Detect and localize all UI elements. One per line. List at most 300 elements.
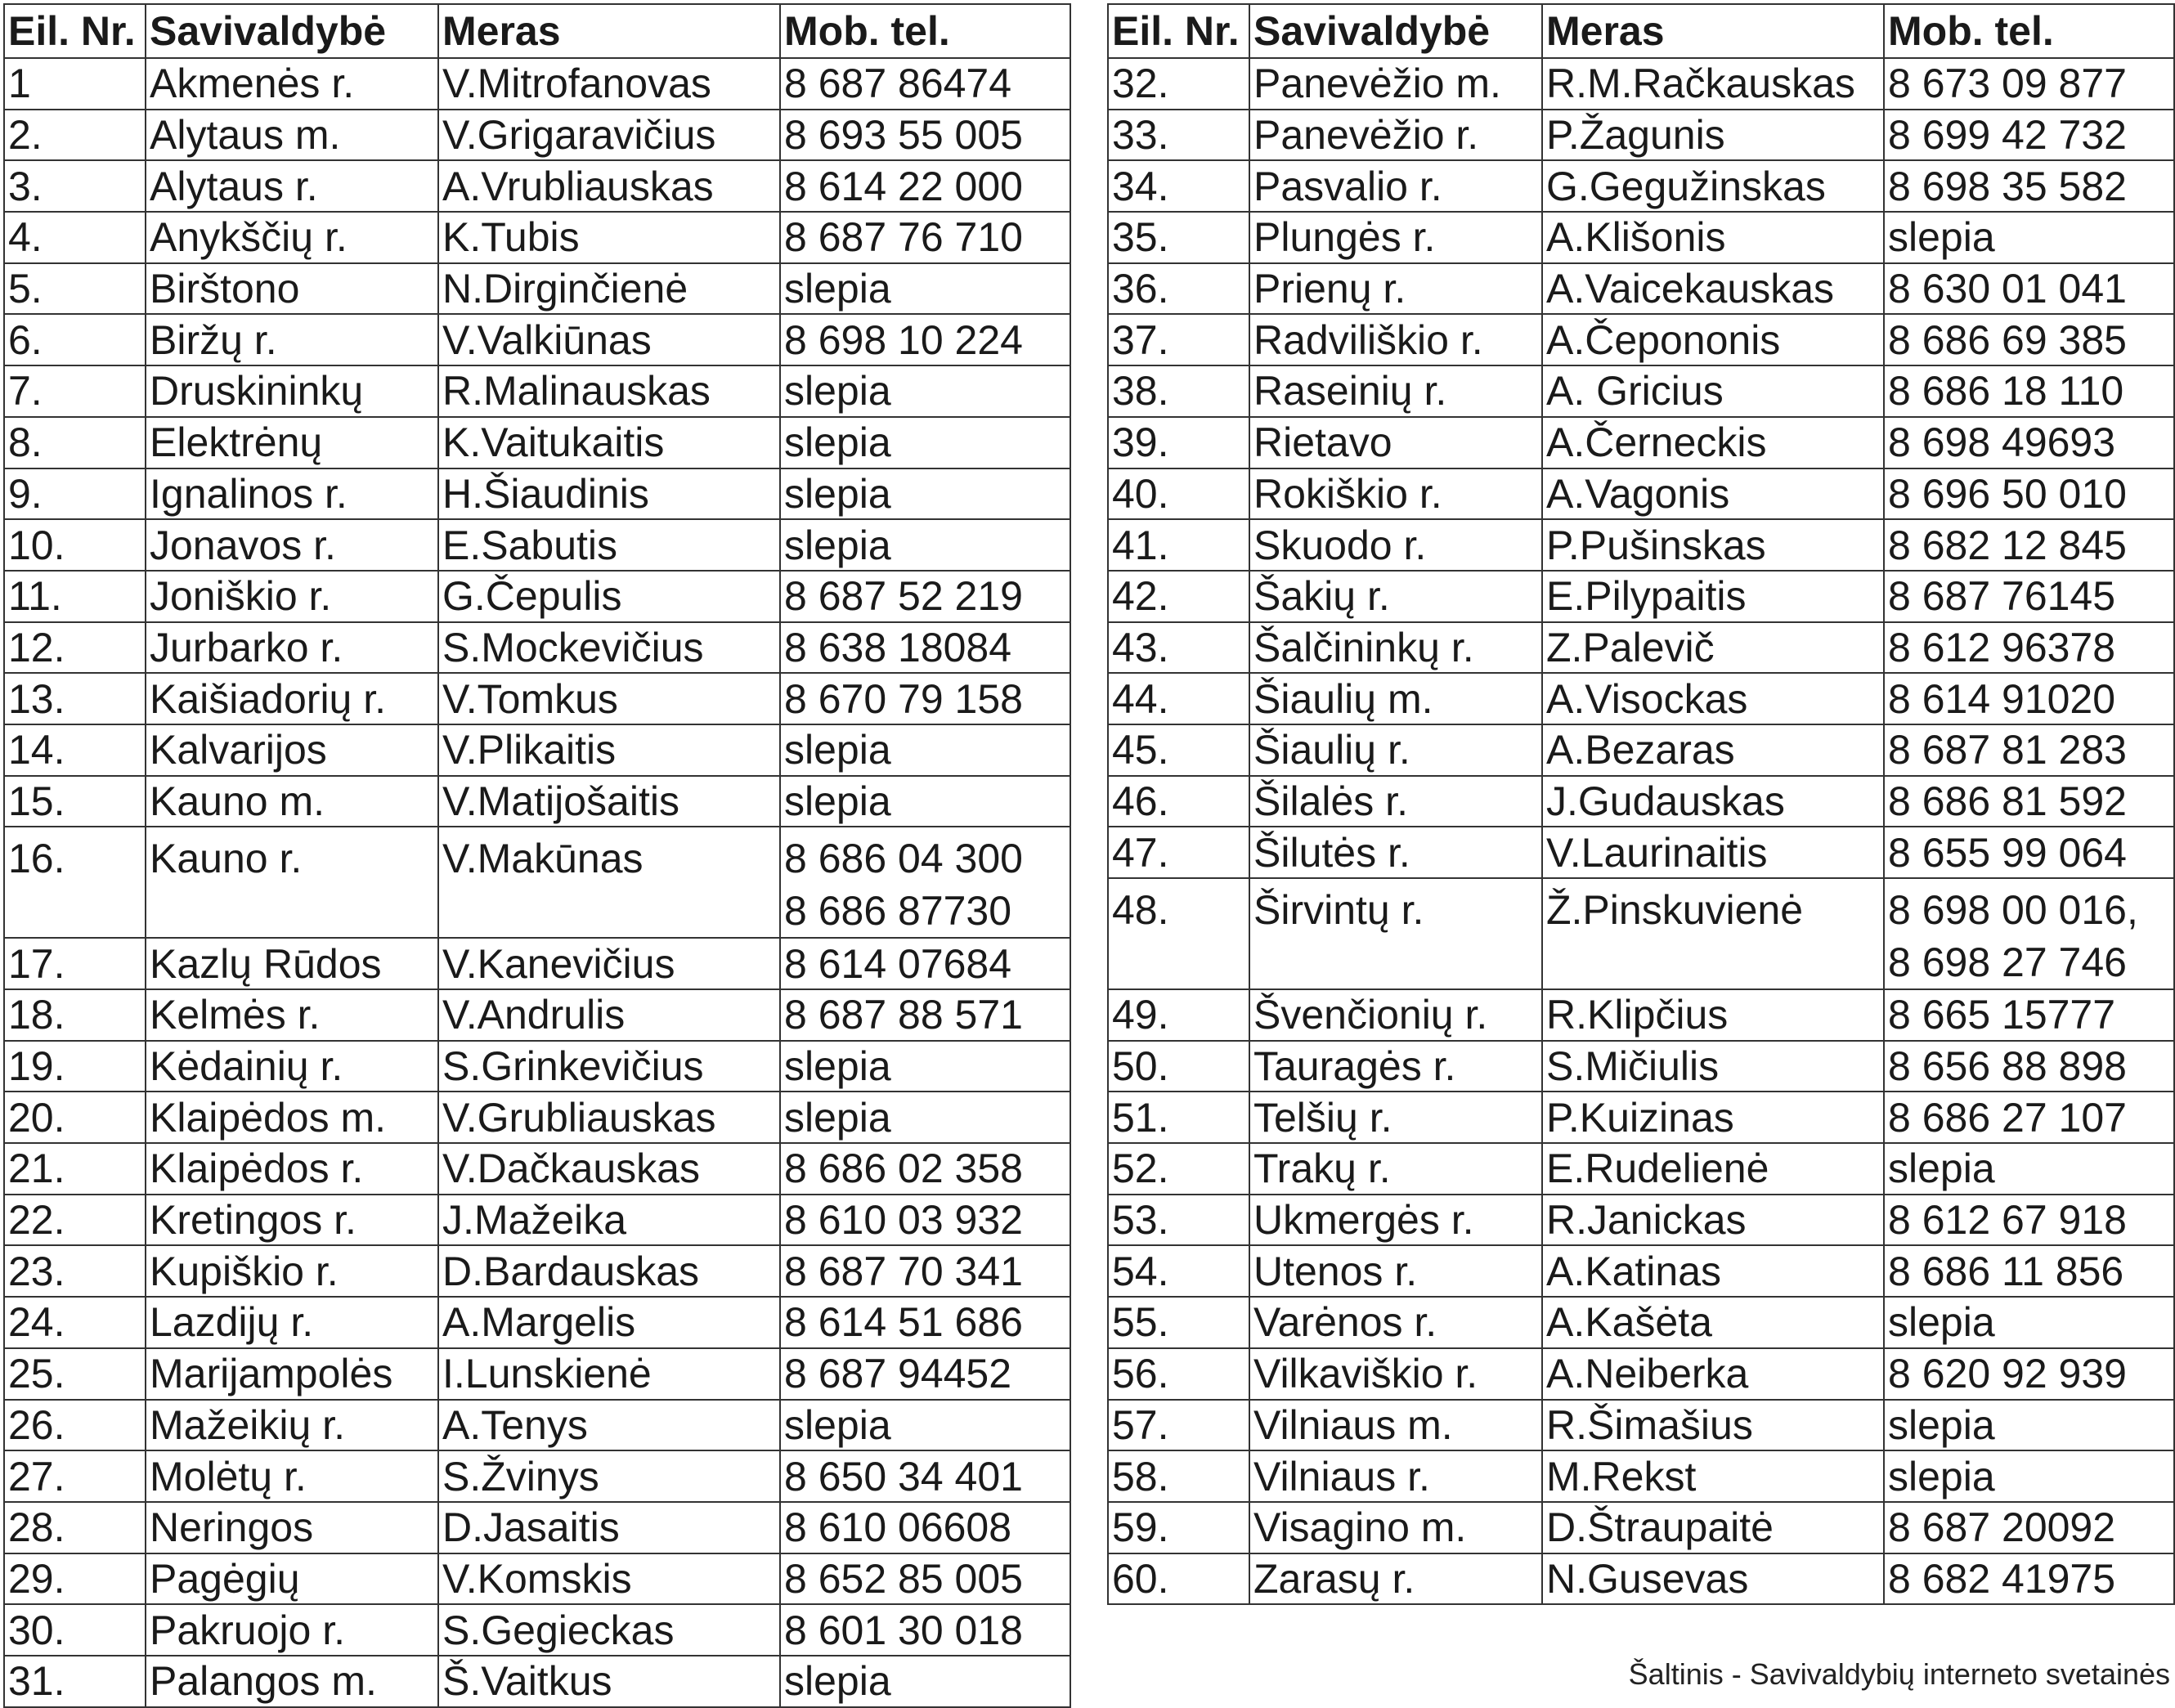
cell-municipality: Klaipėdos r. [146, 1143, 438, 1195]
table-body [1108, 58, 2174, 1604]
cell-nr: 36. [1108, 263, 1249, 315]
mayors-table-left [3, 3, 1071, 1708]
header-municipality: Savivaldybė [1249, 4, 1542, 58]
cell-text: Ž.Pinskuvienė [1546, 887, 1804, 933]
cell-municipality: Alytaus r. [146, 160, 438, 212]
cell-nr: 14. [4, 724, 146, 776]
table-row [4, 263, 1070, 315]
cell-mayor: A.Vrubliauskas [438, 160, 780, 212]
cell-mayor: Z.Palevič [1542, 622, 1884, 674]
cell-mayor: S.Žvinys [438, 1450, 780, 1502]
cell-municipality: Kupiškio r. [146, 1245, 438, 1297]
cell-municipality: Pasvalio r. [1249, 160, 1542, 212]
cell-municipality: Ukmergės r. [1249, 1195, 1542, 1246]
cell-municipality: Skuodo r. [1249, 519, 1542, 571]
cell-mayor: A.Vagonis [1542, 468, 1884, 520]
cell-nr: 23. [4, 1245, 146, 1297]
cell-nr [1108, 878, 1249, 989]
cell-municipality: Zarasų r. [1249, 1553, 1542, 1605]
cell-municipality: Pakruojo r. [146, 1604, 438, 1656]
cell-municipality: Tauragės r. [1249, 1041, 1542, 1092]
header-mayor: Meras [1542, 4, 1884, 58]
cell-mayor: R.M.Račkauskas [1542, 58, 1884, 110]
header-municipality: Savivaldybė [146, 4, 438, 58]
cell-municipality: Švenčionių r. [1249, 989, 1542, 1041]
cell-text: 16. [8, 836, 65, 882]
cell-municipality: Marijampolės [146, 1348, 438, 1400]
table-row [1108, 468, 2174, 520]
cell-phone: 8 687 70 341 [780, 1245, 1070, 1297]
cell-nr: 46. [1108, 776, 1249, 827]
table-row [4, 724, 1070, 776]
cell-phone: 8 612 96378 [1884, 622, 2174, 674]
cell-municipality: Kalvarijos [146, 724, 438, 776]
cell-mayor: A.Neiberka [1542, 1348, 1884, 1400]
cell-phone [1884, 878, 2174, 989]
cell-text: 48. [1112, 887, 1169, 933]
cell-nr: 37. [1108, 314, 1249, 365]
cell-phone: slepia [1884, 1450, 2174, 1502]
cell-nr: 31. [4, 1656, 146, 1707]
cell-nr: 18. [4, 989, 146, 1041]
cell-nr: 17. [4, 938, 146, 989]
cell-nr: 59. [1108, 1502, 1249, 1553]
table-row [4, 1092, 1070, 1143]
table-row [1108, 878, 2174, 989]
cell-mayor: M.Rekst [1542, 1450, 1884, 1502]
cell-mayor: E.Rudelienė [1542, 1143, 1884, 1195]
cell-mayor: A.Vaicekauskas [1542, 263, 1884, 315]
table-row [4, 365, 1070, 417]
cell-nr: 39. [1108, 417, 1249, 468]
cell-phone: 8 652 85 005 [780, 1553, 1070, 1605]
table-row [1108, 519, 2174, 571]
cell-phone: slepia [1884, 212, 2174, 263]
cell-mayor: R.Malinauskas [438, 365, 780, 417]
cell-phone: 8 687 88 571 [780, 989, 1070, 1041]
table-row [4, 1604, 1070, 1656]
cell-phone: 8 698 49693 [1884, 417, 2174, 468]
mayors-table-right [1107, 3, 2175, 1605]
cell-phone: 8 698 35 582 [1884, 160, 2174, 212]
cell-phone: slepia [1884, 1143, 2174, 1195]
cell-phone: 8 610 03 932 [780, 1195, 1070, 1246]
cell-municipality: Šakių r. [1249, 571, 1542, 622]
table-row [4, 1297, 1070, 1348]
table-row [1108, 1502, 2174, 1553]
cell-mayor: A.Margelis [438, 1297, 780, 1348]
table-header-row [4, 4, 1070, 58]
cell-municipality: Vilkaviškio r. [1249, 1348, 1542, 1400]
cell-phone: slepia [780, 1656, 1070, 1707]
cell-mayor: R.Janickas [1542, 1195, 1884, 1246]
table-row [1108, 1143, 2174, 1195]
cell-phone: 8 687 94452 [780, 1348, 1070, 1400]
table-row [1108, 1092, 2174, 1143]
cell-mayor: J.Gudauskas [1542, 776, 1884, 827]
table-row [1108, 263, 2174, 315]
cell-nr: 33. [1108, 110, 1249, 161]
cell-text: Kauno r. [150, 836, 303, 882]
cell-nr: 30. [4, 1604, 146, 1656]
cell-phone: 8 696 50 010 [1884, 468, 2174, 520]
header-phone: Mob. tel. [1884, 4, 2174, 58]
cell-nr: 35. [1108, 212, 1249, 263]
cell-phone: 8 687 86474 [780, 58, 1070, 110]
header-nr: Eil. Nr. [1108, 4, 1249, 58]
cell-text: Širvintų r. [1253, 887, 1424, 933]
table-row [4, 1400, 1070, 1451]
cell-mayor: A. Gricius [1542, 365, 1884, 417]
cell-mayor: R.Klipčius [1542, 989, 1884, 1041]
cell-nr: 56. [1108, 1348, 1249, 1400]
table-row [4, 938, 1070, 989]
cell-municipality: Kėdainių r. [146, 1041, 438, 1092]
cell-mayor: I.Lunskienė [438, 1348, 780, 1400]
table-header-row [1108, 4, 2174, 58]
cell-mayor: A.Kašėta [1542, 1297, 1884, 1348]
table-row [4, 58, 1070, 110]
cell-text: V.Makūnas [442, 836, 644, 882]
cell-mayor: S.Grinkevičius [438, 1041, 780, 1092]
cell-mayor: E.Sabutis [438, 519, 780, 571]
cell-phone: 8 610 06608 [780, 1502, 1070, 1553]
cell-nr: 34. [1108, 160, 1249, 212]
cell-municipality: Alytaus m. [146, 110, 438, 161]
cell-phone: 8 682 41975 [1884, 1553, 2174, 1605]
cell-nr [4, 827, 146, 938]
cell-nr: 15. [4, 776, 146, 827]
table-row [1108, 571, 2174, 622]
cell-phone: slepia [780, 417, 1070, 468]
cell-mayor: V.Kanevičius [438, 938, 780, 989]
table-row [4, 212, 1070, 263]
cell-mayor: D.Bardauskas [438, 1245, 780, 1297]
cell-nr: 22. [4, 1195, 146, 1246]
cell-mayor: V.Mitrofanovas [438, 58, 780, 110]
table-row [4, 1143, 1070, 1195]
cell-mayor: V.Plikaitis [438, 724, 780, 776]
cell-nr: 49. [1108, 989, 1249, 1041]
cell-mayor: A.Tenys [438, 1400, 780, 1451]
table-row [1108, 1195, 2174, 1246]
cell-mayor: K.Tubis [438, 212, 780, 263]
table-row [4, 1502, 1070, 1553]
cell-mayor: P.Pušinskas [1542, 519, 1884, 571]
cell-nr: 47. [1108, 827, 1249, 878]
cell-nr: 11. [4, 571, 146, 622]
cell-municipality: Varėnos r. [1249, 1297, 1542, 1348]
cell-municipality: Joniškio r. [146, 571, 438, 622]
cell-mayor: D.Štraupaitė [1542, 1502, 1884, 1553]
cell-phone: slepia [780, 724, 1070, 776]
cell-municipality: Raseinių r. [1249, 365, 1542, 417]
cell-municipality: Biržų r. [146, 314, 438, 365]
cell-phone: 8 655 99 064 [1884, 827, 2174, 878]
table-row [4, 1553, 1070, 1605]
cell-phone: 8 630 01 041 [1884, 263, 2174, 315]
cell-nr: 54. [1108, 1245, 1249, 1297]
table-row [1108, 1297, 2174, 1348]
cell-nr: 32. [1108, 58, 1249, 110]
cell-mayor: G.Gegužinskas [1542, 160, 1884, 212]
table-row [4, 468, 1070, 520]
cell-phone: 8 693 55 005 [780, 110, 1070, 161]
cell-municipality: Šiaulių r. [1249, 724, 1542, 776]
cell-nr: 4. [4, 212, 146, 263]
cell-mayor: V.Grigaravičius [438, 110, 780, 161]
cell-phone: 8 612 67 918 [1884, 1195, 2174, 1246]
cell-phone: 8 687 81 283 [1884, 724, 2174, 776]
cell-municipality: Druskininkų [146, 365, 438, 417]
table-body [4, 58, 1070, 1707]
table-row [1108, 622, 2174, 674]
cell-mayor: N.Dirginčienė [438, 263, 780, 315]
table-row [4, 989, 1070, 1041]
cell-phone: 8 699 42 732 [1884, 110, 2174, 161]
cell-municipality [146, 827, 438, 938]
cell-nr: 8. [4, 417, 146, 468]
header-nr: Eil. Nr. [4, 4, 146, 58]
cell-mayor: V.Tomkus [438, 673, 780, 724]
cell-mayor: A.Čepononis [1542, 314, 1884, 365]
table-row [4, 314, 1070, 365]
table-row [1108, 160, 2174, 212]
cell-nr: 58. [1108, 1450, 1249, 1502]
phone-line-2: 8 698 27 746 [1888, 939, 2127, 985]
cell-municipality: Jurbarko r. [146, 622, 438, 674]
cell-municipality: Kazlų Rūdos [146, 938, 438, 989]
table-row [1108, 989, 2174, 1041]
table-row [4, 1348, 1070, 1400]
cell-phone: 8 687 76145 [1884, 571, 2174, 622]
phone-line-2: 8 686 87730 [784, 888, 1012, 935]
cell-municipality: Šilutės r. [1249, 827, 1542, 878]
cell-nr: 25. [4, 1348, 146, 1400]
cell-municipality: Šiaulių m. [1249, 673, 1542, 724]
cell-municipality: Palangos m. [146, 1656, 438, 1707]
cell-mayor: P.Žagunis [1542, 110, 1884, 161]
cell-nr: 42. [1108, 571, 1249, 622]
cell-phone: 8 620 92 939 [1884, 1348, 2174, 1400]
cell-mayor: E.Pilypaitis [1542, 571, 1884, 622]
cell-phone: 8 670 79 158 [780, 673, 1070, 724]
table-row [4, 1041, 1070, 1092]
table-row [1108, 1041, 2174, 1092]
cell-phone: slepia [780, 1400, 1070, 1451]
table-row [4, 1450, 1070, 1502]
table-row [1108, 827, 2174, 878]
cell-nr: 27. [4, 1450, 146, 1502]
table-row [1108, 1450, 2174, 1502]
table-row [1108, 212, 2174, 263]
cell-nr: 13. [4, 673, 146, 724]
cell-mayor: A.Visockas [1542, 673, 1884, 724]
cell-mayor: P.Kuizinas [1542, 1092, 1884, 1143]
cell-nr: 28. [4, 1502, 146, 1553]
cell-phone: slepia [780, 468, 1070, 520]
cell-phone: 8 614 51 686 [780, 1297, 1070, 1348]
cell-nr: 55. [1108, 1297, 1249, 1348]
cell-mayor: V.Matijošaitis [438, 776, 780, 827]
cell-mayor: A.Černeckis [1542, 417, 1884, 468]
cell-nr: 29. [4, 1553, 146, 1605]
cell-mayor: V.Grubliauskas [438, 1092, 780, 1143]
cell-mayor [438, 827, 780, 938]
cell-nr: 12. [4, 622, 146, 674]
cell-municipality: Trakų r. [1249, 1143, 1542, 1195]
cell-phone: 8 686 69 385 [1884, 314, 2174, 365]
cell-nr: 50. [1108, 1041, 1249, 1092]
cell-municipality: Kelmės r. [146, 989, 438, 1041]
table-row [4, 622, 1070, 674]
table-row [4, 519, 1070, 571]
phone-line-1: 8 686 04 300 [784, 836, 1023, 882]
cell-nr: 9. [4, 468, 146, 520]
cell-municipality: Telšių r. [1249, 1092, 1542, 1143]
cell-phone: 8 682 12 845 [1884, 519, 2174, 571]
cell-nr: 7. [4, 365, 146, 417]
cell-nr: 53. [1108, 1195, 1249, 1246]
cell-mayor: V.Andrulis [438, 989, 780, 1041]
cell-nr: 43. [1108, 622, 1249, 674]
cell-municipality: Panevėžio m. [1249, 58, 1542, 110]
cell-mayor: J.Mažeika [438, 1195, 780, 1246]
cell-mayor: S.Mičiulis [1542, 1041, 1884, 1092]
cell-municipality: Kretingos r. [146, 1195, 438, 1246]
table-row [4, 417, 1070, 468]
cell-nr: 52. [1108, 1143, 1249, 1195]
cell-nr: 57. [1108, 1400, 1249, 1451]
cell-nr: 51. [1108, 1092, 1249, 1143]
cell-mayor: S.Mockevičius [438, 622, 780, 674]
cell-phone: slepia [780, 263, 1070, 315]
header-phone: Mob. tel. [780, 4, 1070, 58]
cell-phone: 8 686 02 358 [780, 1143, 1070, 1195]
cell-municipality: Panevėžio r. [1249, 110, 1542, 161]
cell-mayor: H.Šiaudinis [438, 468, 780, 520]
table-row [1108, 1245, 2174, 1297]
cell-nr: 20. [4, 1092, 146, 1143]
cell-mayor: S.Gegieckas [438, 1604, 780, 1656]
cell-mayor: V.Dačkauskas [438, 1143, 780, 1195]
cell-municipality: Prienų r. [1249, 263, 1542, 315]
cell-phone: 8 687 76 710 [780, 212, 1070, 263]
cell-municipality: Kaišiadorių r. [146, 673, 438, 724]
cell-municipality: Neringos [146, 1502, 438, 1553]
cell-mayor: V.Valkiūnas [438, 314, 780, 365]
source-note: Šaltinis - Savivaldybių interneto svetainės [1628, 1657, 2170, 1691]
cell-phone: 8 698 10 224 [780, 314, 1070, 365]
cell-municipality: Kauno m. [146, 776, 438, 827]
cell-nr: 44. [1108, 673, 1249, 724]
cell-municipality [1249, 878, 1542, 989]
cell-nr: 5. [4, 263, 146, 315]
table-row [1108, 776, 2174, 827]
cell-nr: 10. [4, 519, 146, 571]
table-row [1108, 110, 2174, 161]
phone-line-1: 8 698 00 016, [1888, 887, 2138, 933]
table-row [1108, 314, 2174, 365]
cell-municipality: Jonavos r. [146, 519, 438, 571]
cell-mayor: V.Laurinaitis [1542, 827, 1884, 878]
table-row [1108, 365, 2174, 417]
cell-municipality: Utenos r. [1249, 1245, 1542, 1297]
cell-phone: slepia [780, 1092, 1070, 1143]
table-row [4, 1195, 1070, 1246]
cell-phone: 8 665 15777 [1884, 989, 2174, 1041]
cell-phone: slepia [1884, 1400, 2174, 1451]
cell-phone: 8 686 27 107 [1884, 1092, 2174, 1143]
cell-phone: slepia [780, 1041, 1070, 1092]
cell-municipality: Akmenės r. [146, 58, 438, 110]
cell-mayor: A.Klišonis [1542, 212, 1884, 263]
cell-phone: 8 614 22 000 [780, 160, 1070, 212]
table-row [4, 1656, 1070, 1707]
cell-mayor: A.Katinas [1542, 1245, 1884, 1297]
cell-phone: 8 601 30 018 [780, 1604, 1070, 1656]
cell-municipality: Visagino m. [1249, 1502, 1542, 1553]
cell-phone: 8 650 34 401 [780, 1450, 1070, 1502]
cell-municipality: Vilniaus m. [1249, 1400, 1542, 1451]
cell-municipality: Molėtų r. [146, 1450, 438, 1502]
cell-nr: 26. [4, 1400, 146, 1451]
cell-nr: 38. [1108, 365, 1249, 417]
table-row [4, 1245, 1070, 1297]
cell-nr: 2. [4, 110, 146, 161]
cell-phone: 8 686 18 110 [1884, 365, 2174, 417]
cell-nr: 40. [1108, 468, 1249, 520]
cell-municipality: Lazdijų r. [146, 1297, 438, 1348]
cell-nr: 19. [4, 1041, 146, 1092]
cell-mayor: D.Jasaitis [438, 1502, 780, 1553]
table-row [1108, 1348, 2174, 1400]
cell-municipality: Radviliškio r. [1249, 314, 1542, 365]
cell-nr: 21. [4, 1143, 146, 1195]
cell-phone: slepia [780, 776, 1070, 827]
cell-phone: 8 656 88 898 [1884, 1041, 2174, 1092]
cell-phone: 8 673 09 877 [1884, 58, 2174, 110]
table-row [4, 160, 1070, 212]
cell-municipality: Klaipėdos m. [146, 1092, 438, 1143]
cell-phone: slepia [1884, 1297, 2174, 1348]
cell-phone: 8 638 18084 [780, 622, 1070, 674]
cell-nr: 45. [1108, 724, 1249, 776]
cell-nr: 3. [4, 160, 146, 212]
cell-phone [780, 827, 1070, 938]
cell-phone: 8 687 20092 [1884, 1502, 2174, 1553]
table-row [4, 673, 1070, 724]
cell-mayor: V.Komskis [438, 1553, 780, 1605]
cell-nr: 60. [1108, 1553, 1249, 1605]
cell-phone: 8 687 52 219 [780, 571, 1070, 622]
table-row [1108, 673, 2174, 724]
cell-phone: slepia [780, 365, 1070, 417]
table-row [1108, 1553, 2174, 1605]
cell-municipality: Rietavo [1249, 417, 1542, 468]
cell-phone: 8 614 91020 [1884, 673, 2174, 724]
table-row [1108, 1400, 2174, 1451]
cell-mayor: R.Šimašius [1542, 1400, 1884, 1451]
cell-municipality: Rokiškio r. [1249, 468, 1542, 520]
cell-mayor: G.Čepulis [438, 571, 780, 622]
cell-mayor: K.Vaitukaitis [438, 417, 780, 468]
cell-municipality: Šilalės r. [1249, 776, 1542, 827]
cell-nr: 41. [1108, 519, 1249, 571]
table-row [4, 827, 1070, 938]
cell-nr: 6. [4, 314, 146, 365]
cell-mayor [1542, 878, 1884, 989]
